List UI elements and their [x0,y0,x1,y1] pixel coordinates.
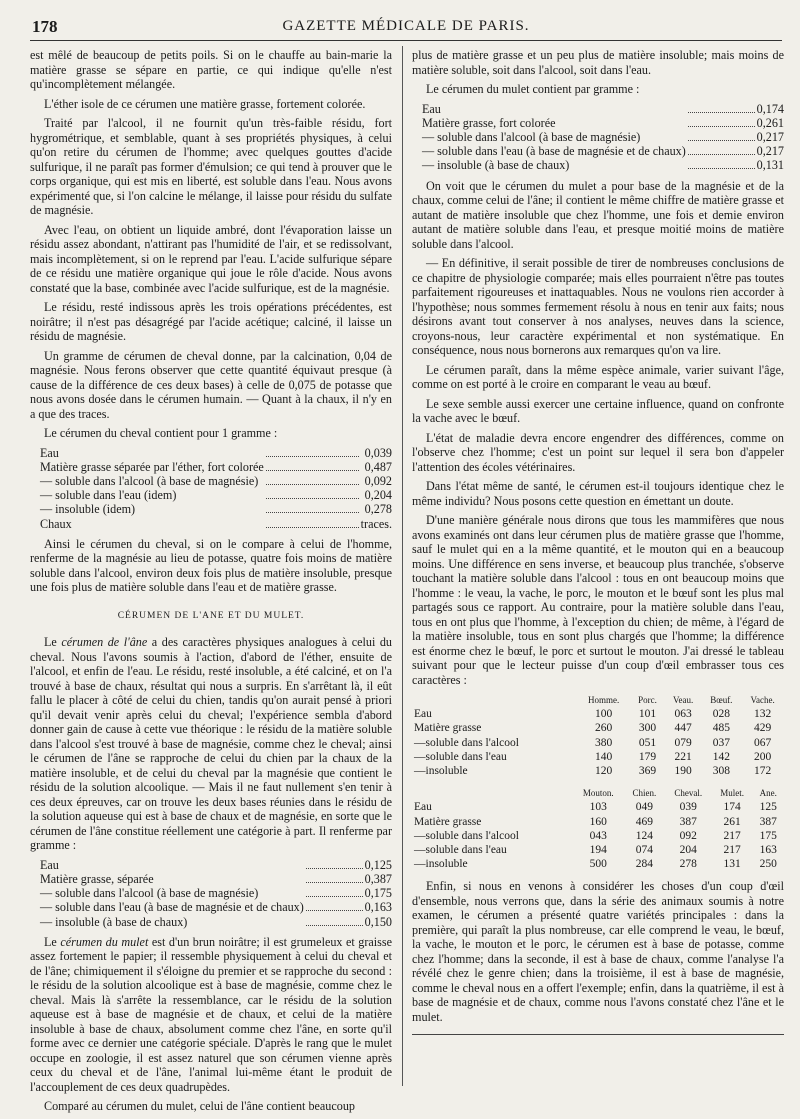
column-header: Ane. [759,788,777,799]
table-cell: 039 [679,801,697,814]
table-cell: 369 [638,765,657,778]
right-column [412,48,784,1035]
row-value: 0,174 [756,101,784,116]
row-label: Eau [422,101,441,116]
table-row [412,721,784,735]
table-cell: 217 [723,844,741,857]
paragraph: L'état de maladie devra encore engendrer des différences, comme on l'observe chez l'homme; c'est un point sur lequel il sera bon d'appeler l'attention des écoles vétérinaires. [412,430,784,474]
table-cell: 120 [594,765,613,778]
row-value: 0,278 [364,502,392,517]
paragraph: Un gramme de cérumen de cheval donne, par la calcination, 0,04 de magnésie. Nous ferons observer que cette quantité équivaut presque (à cause de la différence de ces deux bases) à celle de 0,075 de potasse que nous avons dosée dans le cérumen humain. — Quant à la chaux, il n'y en a que des traces. [30,348,392,421]
table-cell: 101 [638,708,657,721]
table-header-row [412,693,784,707]
column-header: Mulet. [720,788,745,799]
table-row [412,102,784,116]
paragraph: Le résidu, resté indissous après les trois opérations précédentes, est noirâtre; il n'est pas désagrégé par l'acide acétique; calciné, il laisse un résidu de magnésie. [30,300,392,343]
row-label: — soluble dans l'alcool (à base de magnésie) [40,886,259,901]
row-label: Matière grasse [414,722,482,735]
comparison-table-2 [412,786,784,871]
end-rule [412,1034,784,1035]
row-value: 0,150 [364,914,392,929]
table-cell: 079 [674,736,692,749]
table-cell: 278 [679,858,697,871]
table-row [30,488,392,502]
table-cell: 260 [594,722,613,735]
table-cell: 380 [594,736,613,749]
row-label: — insoluble (idem) [40,502,136,517]
paragraph: Avec l'eau, on obtient un liquide ambré, dont l'évaporation laisse un résidu assez abondant, n'attirant pas l'humidité de l'air, et se redissolvant, mais incomplètement, si on le reprend par l'eau. L'acide sulfurique sépare de ce résidu une matière organique qui joue le rôle d'acide. Nous avons constaté que la base, combinée avec l'acide sulfurique, est de la magnésie. [30,222,392,295]
table-cell: 043 [589,829,607,842]
table-row [30,474,392,488]
row-label: Matière grasse, fort colorée [422,115,556,130]
row-label: —soluble dans l'eau [414,750,507,763]
table-row [30,517,392,531]
row-value: 0,487 [364,459,392,474]
table-cell: 387 [759,815,777,828]
row-label: Eau [40,857,59,872]
column-header: Porc. [638,695,657,706]
table-cell: 200 [753,750,772,763]
row-label: —soluble dans l'alcool [414,736,519,749]
row-label: —insoluble [414,765,468,778]
table-cell: 125 [759,801,777,814]
paragraph: Le sexe semble aussi exercer une certaine influence, quand on confronte la vache avec le bœuf. [412,396,784,426]
table-cell: 160 [589,815,607,828]
table-cell: 049 [635,801,654,814]
row-label: — insoluble (à base de chaux) [40,914,188,929]
table-row [30,886,392,900]
column-header: Mouton. [582,788,614,799]
row-value: 0,387 [364,871,392,886]
table-row [30,858,392,872]
table-cell: 074 [635,844,654,857]
paragraph: Ainsi le cérumen du cheval, si on le compare à celui de l'homme, renferme de la magnésie au lieu de potasse, quatre fois moins de matière soluble dans l'alcool, environ deux fois plus de matière insoluble, presque une fois plus de matière soluble dans l'eau et de matière grasse. [30,536,392,595]
row-label: Eau [414,801,432,814]
table-row [412,736,784,750]
column-header: Homme. [587,695,620,706]
row-label: Matière grasse [414,815,482,828]
paragraph: Traité par l'alcool, il ne fournit qu'un très-faible résidu, fort hygrométrique, et semblable, quant à ses propriétés physiques, à celui qu'on retire du cérumen de l'homme; avec quelques gouttes d'acide sulfurique, il ne paraît pas former d'émulsion; ce qui tend à prouver que le corps organique, qui est mis en liberté, est soluble dans l'eau. Nous avons expérimenté que, si l'on calcine le mélange, il laisse pour résidu du sulfate de magnésie. [30,116,392,217]
table-cell: 500 [589,858,607,871]
table-cell: 124 [635,829,654,842]
table-row [30,915,392,929]
table-cell: 132 [753,708,772,721]
table-row [30,446,392,460]
paragraph: Enfin, si nous en venons à considérer les choses d'un coup d'œil d'ensemble, nous verrons que, dans la série des animaux soumis à notre examen, le cérumen a présenté quatre variétés principales : dans la première, qui paraît la plus nombreuse, car elle comprend le veau, le bœuf, la vache, le mouton et le porc, le cérumen est à base de potasse, comme chez l'homme; dans la seconde, il est à base de chaux, comme l'analyse l'a révélé chez le genre chien; dans la troisième, il est à base de magnésie, comme le cheval nous en a offert l'exemple; enfin, dans la quatrième, il est à base de magnésie et de chaux, comme nous l'avons constaté chez l'âne et le mulet. [412,879,784,1024]
table-cell: 142 [712,750,730,763]
table-cell: 308 [712,765,730,778]
page-header [30,14,782,41]
table-cell: 131 [723,858,741,871]
table-row [412,130,784,144]
table-row [412,800,784,814]
table-cell: 284 [635,858,654,871]
left-column [30,48,392,1119]
section-title: CÉRUMEN DE L'ANE ET DU MULET. [117,610,305,621]
row-value: traces. [360,516,392,531]
table-cell: 221 [674,750,692,763]
paragraph: — En définitive, il serait possible de tirer de nombreuses conclusions de ce chapitre de physiologie comparée; mais elles pourraient n'être pas toutes parfaitement rigoureuses et inattaquables. Nous ne voulons rien accorder à l'hypothèse; nous sommes fermement résolu à nous en tenir aux faits; nous désirons avant tout conserver à nos analyses, neuves dans la science, croyons-nous, leur caractère expérimental et non systématique. En conséquence, nous nous bornerons aux remarques qu'on va lire. [412,256,784,358]
table-row [30,900,392,914]
table-cell: 172 [753,765,772,778]
row-label: —insoluble [414,858,468,871]
column-header: Chien. [632,788,657,799]
row-label: — soluble dans l'alcool (à base de magnésie) [40,473,259,488]
table-cell: 051 [638,736,657,749]
table-cell: 103 [589,801,607,814]
row-label: — soluble dans l'eau (à base de magnésie et de chaux) [422,144,686,159]
row-label: Matière grasse séparée par l'éther, fort colorée [40,459,264,474]
paragraph: est mêlé de beaucoup de petits poils. Si on le chauffe au bain-marie la matière grasse se sépare en partie, ce qui indique qu'elle n'est qu'incomplètement mélangée. [30,48,392,91]
row-value: 0,204 [364,488,392,503]
table-cell: 140 [594,750,613,763]
row-label: — soluble dans l'eau (à base de magnésie et de chaux) [40,900,304,915]
row-label: Eau [414,708,432,721]
table-cell: 067 [753,736,772,749]
table-cell: 429 [753,722,772,735]
horse-composition-table [30,446,392,531]
comparison-table-1 [412,693,784,778]
paragraph: plus de matière grasse et un peu plus de matière insoluble; mais moins de matière soluble, soit dans l'alcool, soit dans l'eau. [412,48,784,77]
row-value: 0,039 [364,445,392,460]
paragraph: On voit que le cérumen du mulet a pour base de la magnésie et de la chaux, comme celui de l'âne; il contient le même chiffre de matière grasse et autant de matière insoluble que chez l'homme, une fois et demie environ autant de matière soluble dans l'eau, et presque moitié moins de matière soluble dans l'alcool. [412,178,784,251]
row-label: —soluble dans l'alcool [414,829,519,842]
paragraph: D'une manière générale nous dirons que tous les mammifères que nous avons examinés ont dans leur cérumen plus de matière grasse que l'homme, sauf le mulet qui en a la même quantité, et le mouton qui en a beaucoup moins. Une différence en sens inverse, et beaucoup plus tranchée, s'observe touchant la matière soluble dans l'alcool : tous en ont beaucoup moins que l'homme : le veau, la vache, le porc, le mouton et le bœuf sont les plus mal partagés sous ce rapport. Au contraire, pour la matière soluble dans l'eau, tous en ont plus que l'homme, à l'exception du chien; de même, à l'égard de la matière insoluble, tous en sont plus chargés que l'homme; la différence est énorme chez le bœuf, le porc et surtout le mouton. J'ai dressé le tableau suivant pour que le lecteur puisse d'un coup d'œil embrasser tous ces caractères : [412,513,784,687]
table-cell: 174 [723,801,741,814]
table-cell: 163 [759,844,777,857]
row-label: — soluble dans l'eau (idem) [40,488,177,503]
table-row [412,116,784,130]
paragraph: Le cérumen du mulet contient par gramme : [426,82,640,96]
row-label: Chaux [40,516,72,531]
row-label: Matière grasse, séparée [40,871,154,886]
table-cell: 190 [674,765,692,778]
paragraph [30,935,392,1095]
paragraph [30,635,392,853]
italic-term: cérumen du mulet [60,934,149,949]
table-row [412,158,784,172]
text-run: est d'un brun noirâtre; il est grumeleux et graisse assez fortement le papier; il ressemble physiquement à celui du cheval et de l'âne; chimiquement il s'éloigne du premier et se rapproche du second : le résidu de la solution alcoolique est à base de magnésie, comme chez le cheval. Mais là s'arrête la ressemblance, car le résidu de la solution aqueuse est à base de magnésie et de chaux, et celui de la matière insoluble à base de chaux, absolument comme chez l'âne, en sorte qu'il forme avec ce dernier une catégorie spéciale. D'après le rang que le mulet occupe en zoologie, il est assez naturel que son cérumen vienne après ceux du cheval et de l'âne, l'animal lui-même étant le produit de l'accouplement de ces deux quadrupèdes. [30,934,393,1094]
table-cell: 175 [759,829,777,842]
column-divider [402,46,403,1086]
paragraph: Le cérumen paraît, dans la même espèce animale, varier suivant l'âge, comme on est porté à le croire en comparant le veau au bœuf. [412,362,784,392]
row-value: 0,092 [364,473,392,488]
table-cell: 300 [638,722,657,735]
donkey-composition-table [30,858,392,929]
table-row [412,843,784,857]
column-header: Veau. [672,695,694,706]
table-row [412,764,784,778]
table-cell: 204 [679,844,697,857]
row-value: 0,217 [756,144,784,159]
row-value: 0,163 [364,900,392,915]
table-cell: 485 [712,722,730,735]
text-run: Le [44,635,62,650]
table-cell: 028 [712,708,730,721]
table-row [30,460,392,474]
row-value: 0,175 [364,886,392,901]
paragraph: Comparé au cérumen du mulet, celui de l'âne contient beaucoup [44,1099,355,1114]
table-cell: 037 [712,736,730,749]
table-cell: 387 [679,815,697,828]
row-value: 0,217 [756,129,784,144]
row-label: — soluble dans l'alcool (à base de magnésie) [422,129,641,144]
journal-title: GAZETTE MÉDICALE DE PARIS. [282,18,530,34]
table-header-row [412,786,784,800]
column-header: Vache. [750,695,775,706]
column-header: Cheval. [674,788,703,799]
paragraph: Dans l'état même de santé, le cérumen est-il toujours identique chez le même individu? Nous posons cette question en émettant un doute. [412,479,784,508]
column-header: Bœuf. [710,695,733,706]
table-cell: 100 [594,708,613,721]
table-row [30,502,392,516]
italic-term: cérumen de l'âne [61,635,148,650]
table-cell: 261 [723,815,741,828]
row-label: — insoluble (à base de chaux) [422,158,570,173]
text-run: Le [44,934,61,949]
page-number: 178 [32,17,58,36]
table-cell: 217 [723,829,741,842]
row-value: 0,131 [756,158,784,173]
row-label: —soluble dans l'eau [414,844,507,857]
table-row [412,829,784,843]
table-cell: 194 [589,844,607,857]
row-value: 0,125 [364,857,392,872]
row-label: Eau [40,445,59,460]
text-run: a des caractères physiques analogues à celui du cheval. Nous l'avons soumis à l'action, d'abord de l'éther, ensuite de l'alcool, et enfin de l'eau. Le résidu, resté insoluble, a été calciné, et on l'a trouvé à base de chaux, résultat qui nous a surpris. En s'arrêtant là, il eût fallu le placer à côté de celui du chien, tandis qu'on aurait pensé à priori qu'il devait venir après celui du cheval; l'expérience sembla d'abord donner gain de cause à cette vue théorique : le résidu de la matière soluble dans l'alcool s'est trouvé à base de magnésie, comme chez le cheval; ainsi le cérumen de l'âne se rapproche de celui du chien par la chaux de la matière insoluble, et de celui du cheval par la magnésie que contient le résidu de la solution alcoolique. — Mais il ne faut nullement s'en tenir à ces deux épreuves, car on trouve les deux bases réunies dans le résidu de la solution aqueuse qui est à base de chaux et de magnésie, en sorte que le cérumen de l'âne constitue réellement une catégorie à part. Il renferme par gramme : [30,635,393,853]
table-row [412,707,784,721]
table-row [412,857,784,871]
table-row [412,144,784,158]
table-row [30,872,392,886]
table-cell: 063 [674,708,692,721]
paragraph: Le cérumen du cheval contient pour 1 gramme : [44,426,278,440]
table-cell: 447 [674,722,692,735]
table-row [412,750,784,764]
paragraph: L'éther isole de ce cérumen une matière grasse, fortement colorée. [44,96,366,111]
table-cell: 092 [679,829,697,842]
table-cell: 250 [759,858,777,871]
table-cell: 469 [635,815,654,828]
mule-composition-table [412,102,784,173]
table-cell: 179 [638,750,657,763]
table-row [412,815,784,829]
row-value: 0,261 [756,115,784,130]
